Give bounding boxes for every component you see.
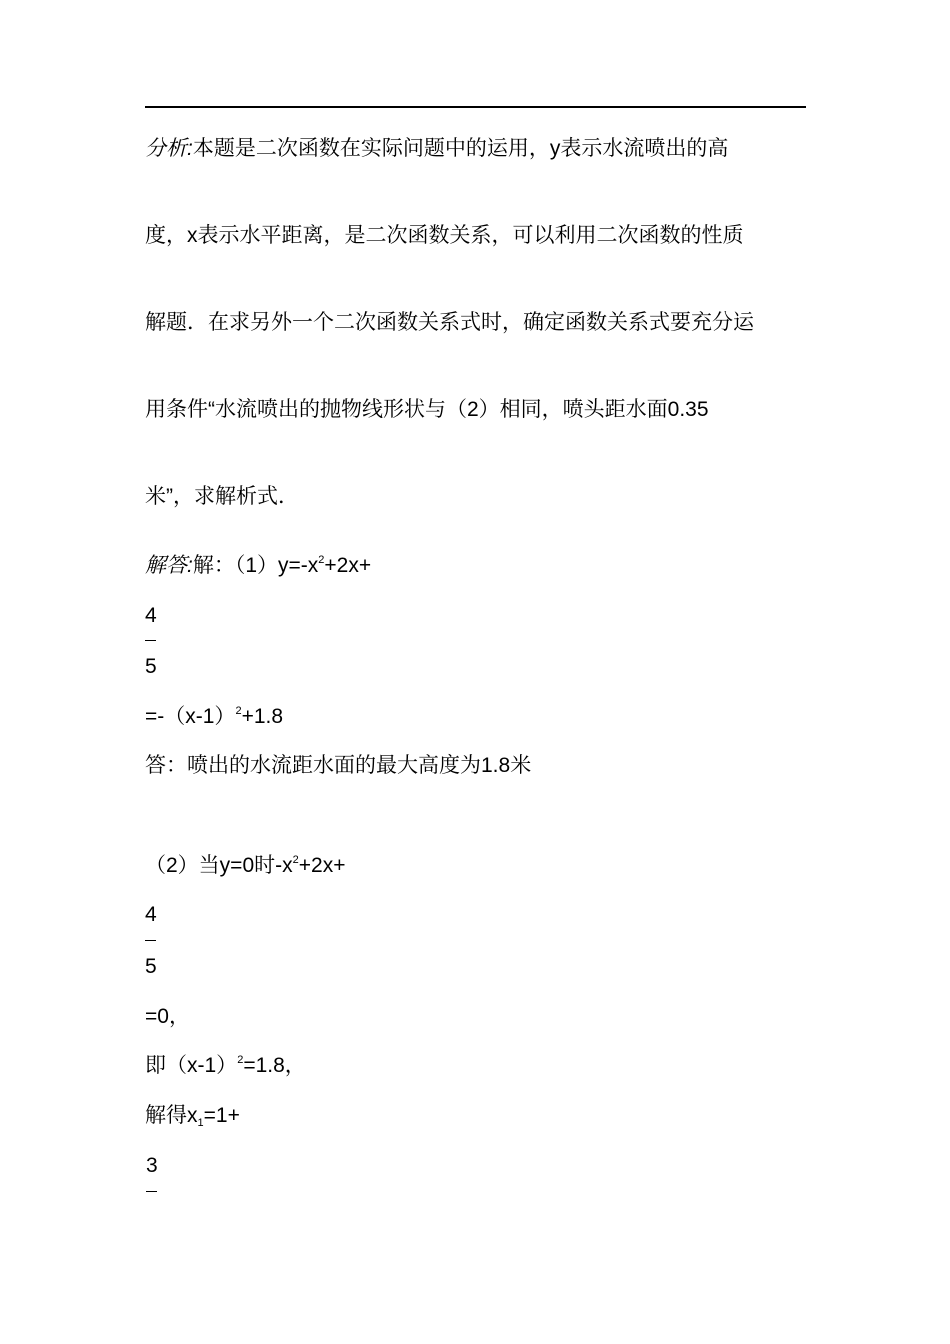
part2-eq-zero: =0， <box>145 1005 190 1028</box>
analysis-line-4: 用条件“水流喷出的抛物线形状与（2）相同，喷头距水面0.35 <box>145 398 709 421</box>
answer-part2-line <box>145 852 345 880</box>
fraction-2-denominator: 5 <box>145 955 157 978</box>
part2-line3-suffix: =1.8， <box>243 1054 306 1077</box>
fraction-3-numerator: 3 <box>146 1154 158 1177</box>
part2-line4-prefix: 解得x <box>145 1104 198 1127</box>
part2-prefix: （2）当y=0时-x <box>145 854 293 877</box>
part2-line4 <box>145 1102 240 1130</box>
answer-part1-line <box>145 552 371 580</box>
analysis-line-5: 米”，求解析式． <box>145 485 299 508</box>
part1-line2 <box>145 703 283 731</box>
fraction-2-numerator: 4 <box>145 903 157 926</box>
part1-suffix: +2x+ <box>324 554 372 577</box>
part2-line4-sub: 1 <box>197 1117 204 1129</box>
fraction-1-bar <box>145 640 156 641</box>
analysis-label: 分析: <box>145 137 193 160</box>
analysis-line-2: 度，x表示水平距离，是二次函数关系，可以利用二次函数的性质 <box>145 224 744 247</box>
header-rule <box>145 106 806 108</box>
part1-line2-suffix: +1.8 <box>241 705 284 728</box>
answer-label: 解答: <box>145 554 193 577</box>
part2-sup: 2 <box>292 854 299 866</box>
fraction-1-numerator: 4 <box>145 604 157 627</box>
part2-line4-suffix: =1+ <box>203 1104 240 1127</box>
analysis-line-1 <box>145 135 728 163</box>
analysis-line-3: 解题．在求另外一个二次函数关系式时，确定函数关系式要充分运 <box>145 311 754 334</box>
part1-sup: 2 <box>318 554 325 566</box>
fraction-1-denominator: 5 <box>145 655 157 678</box>
analysis-text-1: 本题是二次函数在实际问题中的运用，y表示水流喷出的高 <box>192 137 729 160</box>
part1-line2-prefix: =-（x-1） <box>145 705 236 728</box>
part2-line3-prefix: 即（x-1） <box>145 1054 238 1077</box>
fraction-3-bar <box>146 1191 157 1192</box>
part2-line3 <box>145 1052 306 1080</box>
part2-line3-sup: 2 <box>237 1054 244 1066</box>
part1-line2-sup: 2 <box>235 705 242 717</box>
part1-conclusion: 答：喷出的水流距水面的最大高度为1.8米 <box>145 754 532 777</box>
fraction-2-bar <box>145 940 156 941</box>
part1-prefix: 解：（1）y=-x <box>192 554 319 577</box>
part2-suffix: +2x+ <box>298 854 346 877</box>
